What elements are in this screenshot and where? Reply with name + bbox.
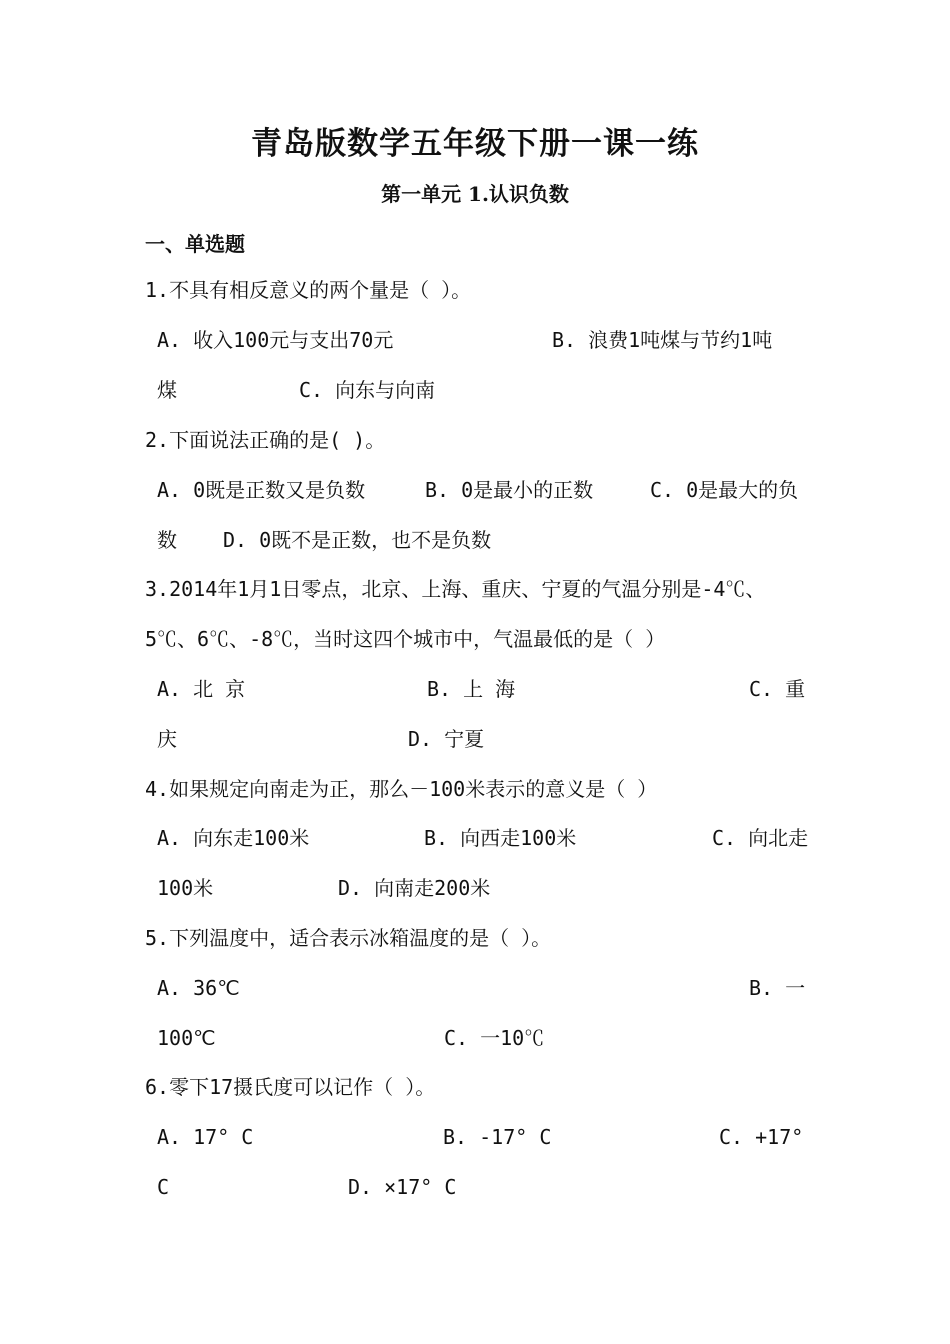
question-3-stem-line-1: 3.2014年1月1日零点，北京、上海、重庆、宁夏的气温分别是-4℃、 [145, 577, 766, 601]
question-1-stem: 1.不具有相反意义的两个量是（ ）。 [145, 278, 472, 302]
q3-option-c: C. 重 [749, 677, 806, 701]
q3-option-d: D. 宁夏 [408, 727, 485, 751]
q1-option-c: C. 向东与向南 [299, 378, 436, 402]
q5-option-a: A. 36℃ [157, 976, 240, 1000]
q6-option-d: D. ×17° C [348, 1175, 457, 1199]
q5-option-b: B. 一 [749, 976, 806, 1000]
q1-option-b-continued: 煤 [157, 378, 177, 402]
q5-option-c: C. 一10℃ [444, 1026, 545, 1050]
q3-option-b: B. 上 海 [427, 677, 516, 701]
q1-option-b: B. 浪费1吨煤与节约1吨 [552, 328, 773, 352]
q2-option-a: A. 0既是正数又是负数 [157, 478, 366, 502]
q4-option-d: D. 向南走200米 [338, 876, 491, 900]
section-heading: 一、单选题 [145, 232, 245, 256]
question-6-stem: 6.零下17摄氏度可以记作（ ）。 [145, 1075, 436, 1099]
q6-option-b: B. -17° C [443, 1125, 552, 1149]
q6-option-c: C. +17° [719, 1125, 804, 1149]
q5-option-b-continued: 100℃ [157, 1026, 216, 1050]
q4-option-c: C. 向北走 [712, 826, 809, 850]
q2-option-b: B. 0是最小的正数 [425, 478, 594, 502]
document-subtitle: 第一单元 1.认识负数 [381, 182, 569, 206]
q2-option-c-continued: 数 [157, 528, 177, 552]
q3-option-c-continued: 庆 [157, 727, 177, 751]
q4-option-a: A. 向东走100米 [157, 826, 310, 850]
question-4-stem: 4.如果规定向南走为正，那么－100米表示的意义是（ ） [145, 777, 658, 801]
q4-option-c-continued: 100米 [157, 876, 214, 900]
q2-option-d: D. 0既不是正数，也不是负数 [223, 528, 492, 552]
q6-option-c-continued: C [157, 1175, 170, 1199]
question-5-stem: 5.下列温度中，适合表示冰箱温度的是（ ）。 [145, 926, 552, 950]
q1-option-a: A. 收入100元与支出70元 [157, 328, 394, 352]
q4-option-b: B. 向西走100米 [424, 826, 577, 850]
document-title: 青岛版数学五年级下册一课一练 [251, 126, 699, 162]
q2-option-c: C. 0是最大的负 [650, 478, 799, 502]
q3-option-a: A. 北 京 [157, 677, 246, 701]
q6-option-a: A. 17° C [157, 1125, 254, 1149]
question-2-stem: 2.下面说法正确的是( )。 [145, 428, 386, 452]
question-3-stem-line-2: 5℃、6℃、-8℃，当时这四个城市中，气温最低的是（ ） [145, 627, 666, 651]
